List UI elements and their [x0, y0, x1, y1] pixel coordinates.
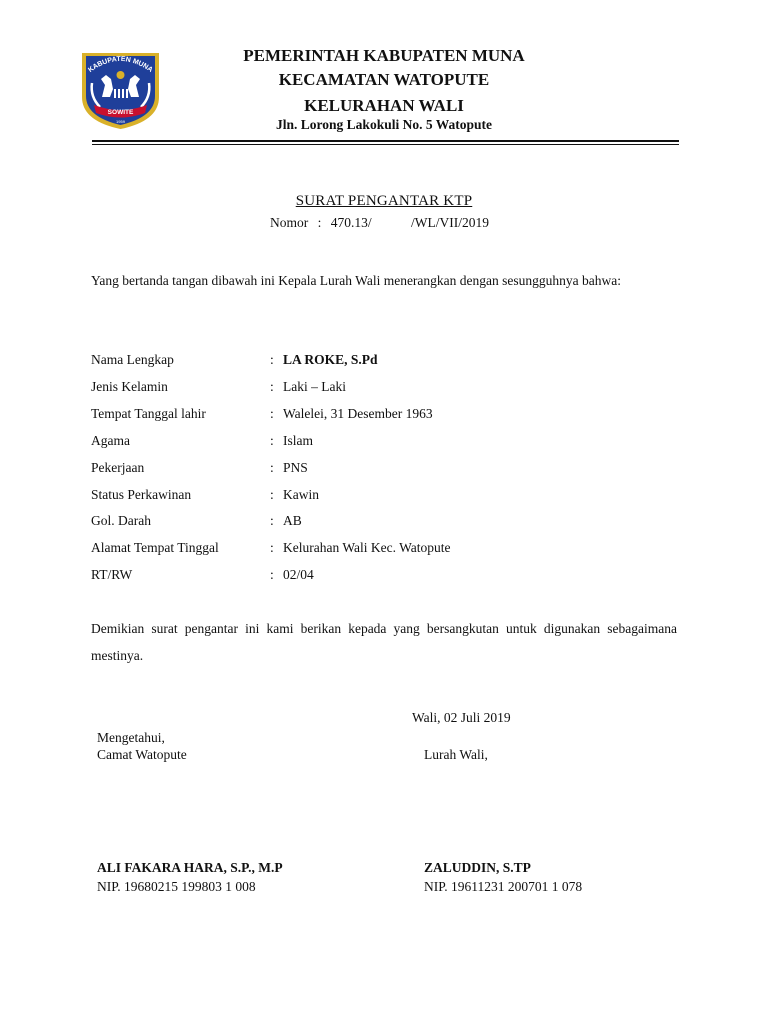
emblem-icon [78, 45, 163, 131]
header-address: Jln. Lorong Lakokuli No. 5 Watopute [276, 117, 492, 132]
field-value: Laki – Laki [283, 379, 346, 394]
nomor-colon: : [317, 215, 322, 230]
field-value: Walelei, 31 Desember 1963 [283, 406, 433, 421]
closing-paragraph: Demikian surat pengantar ini kami berikan kepada yang bersangkutan untuk digunakan sebagaimana mestinya. [91, 621, 677, 663]
kabupaten-muna-logo [78, 45, 163, 131]
place-date: Wali, 02 Juli 2019 [412, 710, 511, 725]
field-label: Agama [91, 433, 130, 448]
field-label: Nama Lengkap [91, 352, 174, 367]
nomor-label: Nomor [270, 215, 309, 230]
left-role: Camat Watopute [97, 747, 187, 762]
field-value: Kawin [283, 487, 319, 502]
field-value: 02/04 [283, 567, 314, 582]
intro-paragraph: Yang bertanda tangan dibawah ini Kepala Lurah Wali menerangkan dengan sesungguhnya bahwa: [91, 273, 622, 288]
logo-year: 1959 [116, 119, 125, 124]
field-label: Tempat Tanggal lahir [91, 406, 206, 421]
field-label: Status Perkawinan [91, 487, 192, 502]
header-government: PEMERINTAH KABUPATEN MUNA [243, 46, 525, 65]
field-separator: : [270, 379, 274, 394]
left-ack: Mengetahui, [97, 730, 165, 745]
field-value: PNS [283, 460, 308, 475]
field-value: Islam [283, 433, 313, 448]
field-value: LA ROKE, S.Pd [283, 352, 378, 367]
nomor-value: 470.13/ [330, 215, 372, 230]
header-village: KELURAHAN WALI [304, 96, 464, 115]
letter-number [270, 215, 489, 231]
field-separator: : [270, 487, 274, 502]
logo-top-text: KABUPATEN MUNA [87, 55, 154, 74]
field-separator: : [270, 433, 274, 448]
letter-title: SURAT PENGANTAR KTP [295, 193, 473, 209]
field-label: RT/RW [91, 567, 133, 582]
field-separator: : [270, 513, 274, 528]
field-separator: : [270, 406, 274, 421]
field-separator: : [270, 540, 274, 555]
field-separator: : [270, 567, 274, 582]
field-value: AB [283, 513, 302, 528]
header-district: KECAMATAN WATOPUTE [278, 70, 490, 89]
field-separator: : [270, 460, 274, 475]
field-label: Gol. Darah [91, 513, 151, 528]
left-signatory-name: ALI FAKARA HARA, S.P., M.P [97, 860, 283, 875]
right-signatory-nip: NIP. 19611231 200701 1 078 [424, 879, 583, 894]
header-rule-thick [92, 140, 679, 142]
right-signatory-name: ZALUDDIN, S.TP [424, 860, 531, 875]
left-signatory-nip: NIP. 19680215 199803 1 008 [97, 879, 256, 894]
field-label: Pekerjaan [91, 460, 145, 475]
field-label: Alamat Tempat Tinggal [91, 540, 219, 555]
field-separator: : [270, 352, 274, 367]
right-role: Lurah Wali, [424, 747, 488, 762]
nomor-suffix: /WL/VII/2019 [411, 215, 490, 230]
field-value: Kelurahan Wali Kec. Watopute [283, 540, 451, 555]
logo-ribbon-text: SOWITE [107, 109, 134, 116]
header-rule-thin [92, 144, 679, 145]
field-label: Jenis Kelamin [91, 379, 168, 394]
